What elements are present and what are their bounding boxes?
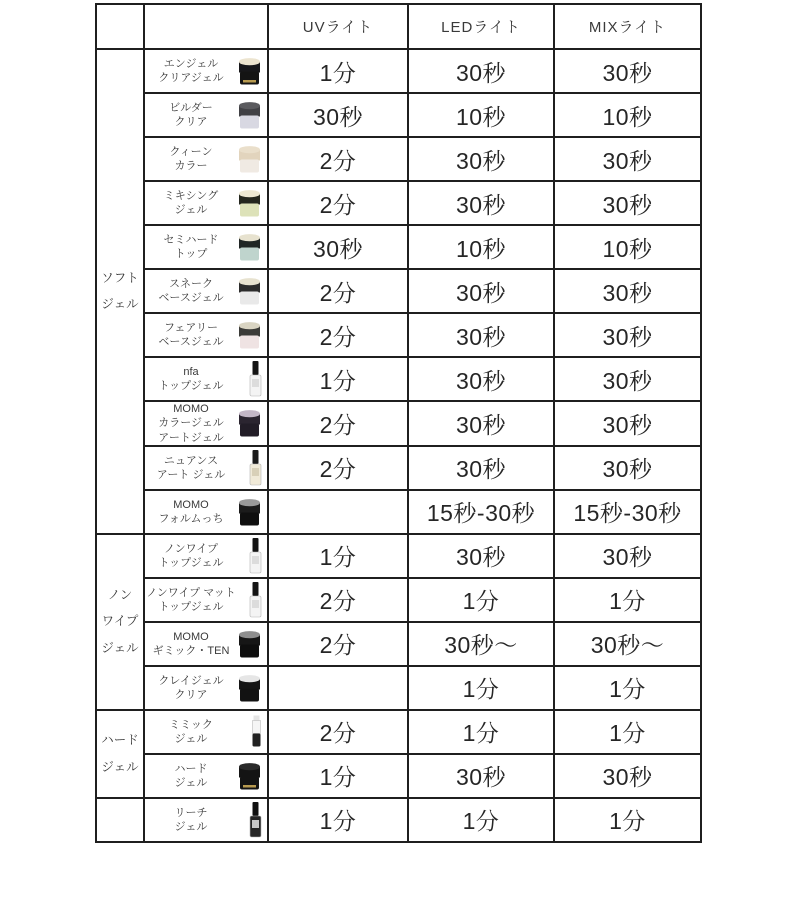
led-time-cell: 30秒 [408, 313, 554, 357]
table-body [96, 49, 701, 842]
group-label-line: ハード [101, 733, 139, 748]
product-name: ビルダー クリア [169, 101, 213, 128]
uv-time-cell: 2分 [268, 622, 408, 666]
uv-time-cell: 2分 [268, 710, 408, 754]
mix-time-cell: 30秒 [554, 137, 701, 181]
table-row [96, 357, 701, 401]
mix-time-cell: 30秒 [554, 754, 701, 798]
product-name: ミミック ジェル [169, 718, 213, 745]
header-row [96, 4, 701, 49]
uv-time-cell: 2分 [268, 446, 408, 490]
table-row [96, 313, 701, 357]
led-time-cell: 30秒 [408, 137, 554, 181]
product-cell [144, 401, 268, 446]
table-row [96, 446, 701, 490]
nfa-top-gel-bottle-icon [247, 360, 264, 398]
header-group-cell [96, 4, 144, 49]
product-name: ハード ジェル [174, 762, 208, 789]
product-cell [144, 137, 268, 181]
mix-time-cell: 10秒 [554, 93, 701, 137]
table-row [96, 490, 701, 534]
table-row [96, 578, 701, 622]
snake-base-gel-jar-icon [235, 276, 264, 307]
led-time-cell: 10秒 [408, 93, 554, 137]
clay-gel-clear-jar-icon [235, 672, 264, 703]
group-label-line: ワイプ [101, 614, 139, 629]
angel-clear-gel-jar-icon [235, 56, 264, 87]
table-row [96, 710, 701, 754]
product-name: MOMO ギミック・TEN [152, 630, 230, 657]
product-name: フェアリー ベースジェル [158, 321, 224, 348]
hard-gel-jar-icon [235, 760, 264, 791]
product-cell [144, 622, 268, 666]
led-time-cell: 30秒 [408, 269, 554, 313]
table-row [96, 181, 701, 225]
group-label-2 [96, 710, 144, 798]
mix-time-cell: 30秒 [554, 313, 701, 357]
led-time-cell: 1分 [408, 578, 554, 622]
led-time-cell: 30秒 [408, 357, 554, 401]
mix-time-cell: 1分 [554, 578, 701, 622]
uv-time-cell: 1分 [268, 49, 408, 93]
led-time-cell: 15秒-30秒 [408, 490, 554, 534]
uv-time-cell: 2分 [268, 181, 408, 225]
uv-time-cell [268, 490, 408, 534]
mix-time-cell: 30秒 [554, 357, 701, 401]
group-label-3 [96, 798, 144, 842]
product-name: ニュアンス アート ジェル [156, 454, 226, 481]
non-wipe-top-gel-bottle-icon [247, 537, 264, 575]
mix-time-cell: 30秒 [554, 269, 701, 313]
mixing-gel-jar-icon [235, 188, 264, 219]
nuance-art-gel-bottle-icon [247, 449, 264, 487]
uv-time-cell: 30秒 [268, 93, 408, 137]
uv-time-cell: 2分 [268, 313, 408, 357]
mix-time-cell: 30秒 [554, 446, 701, 490]
uv-time-cell: 30秒 [268, 225, 408, 269]
product-name: ノンワイプ マット トップジェル [146, 586, 236, 613]
semi-hard-top-jar-icon [235, 232, 264, 263]
mix-time-cell: 1分 [554, 798, 701, 842]
product-cell [144, 666, 268, 710]
product-name: ミキシング ジェル [163, 189, 219, 216]
uv-time-cell: 1分 [268, 357, 408, 401]
builder-clear-jar-icon [235, 100, 264, 131]
uv-time-cell: 2分 [268, 137, 408, 181]
queen-color-jar-icon [235, 144, 264, 175]
table-row [96, 622, 701, 666]
group-label-line: ジェル [101, 297, 139, 312]
table-row [96, 49, 701, 93]
uv-time-cell: 1分 [268, 754, 408, 798]
uv-time-cell: 1分 [268, 798, 408, 842]
led-time-cell: 30秒 [408, 49, 554, 93]
group-label-1 [96, 534, 144, 710]
table-row [96, 754, 701, 798]
led-time-cell: 30秒 [408, 534, 554, 578]
led-time-cell: 10秒 [408, 225, 554, 269]
reach-gel-bottle-icon [247, 801, 264, 839]
table-row [96, 225, 701, 269]
led-time-cell: 30秒 [408, 446, 554, 490]
product-cell [144, 754, 268, 798]
group-label-0 [96, 49, 144, 534]
table-row [96, 666, 701, 710]
product-cell [144, 534, 268, 578]
non-wipe-matte-top-gel-bottle-icon [247, 581, 264, 619]
header-led-light: LEDライト [408, 4, 554, 49]
table-row [96, 401, 701, 446]
product-cell [144, 798, 268, 842]
led-time-cell: 1分 [408, 666, 554, 710]
fairy-base-gel-jar-icon [235, 320, 264, 351]
uv-time-cell: 2分 [268, 401, 408, 446]
group-label-line: ジェル [101, 759, 139, 774]
momo-gimmick-ten-jar-icon [235, 628, 264, 659]
mix-time-cell: 30秒 [554, 534, 701, 578]
table-row [96, 93, 701, 137]
mix-time-cell: 1分 [554, 710, 701, 754]
product-cell [144, 313, 268, 357]
product-cell [144, 446, 268, 490]
group-label-line: ソフト [101, 270, 139, 285]
product-cell [144, 357, 268, 401]
product-cell [144, 225, 268, 269]
product-name: リーチ ジェル [174, 806, 208, 833]
led-time-cell: 30秒 [408, 754, 554, 798]
product-name: MOMO カラージェル アートジェル [158, 403, 224, 444]
product-cell [144, 269, 268, 313]
header-mix-light: MIXライト [554, 4, 701, 49]
product-cell [144, 93, 268, 137]
product-name: nfa トップジェル [158, 365, 224, 392]
group-label-line: ジェル [101, 641, 139, 656]
header-uv-light: UVライト [268, 4, 408, 49]
mix-time-cell: 30秒 [554, 401, 701, 446]
product-name: クィーン カラー [169, 145, 213, 172]
header-product-cell [144, 4, 268, 49]
gel-curing-time-table [95, 3, 702, 843]
mimic-gel-tube-icon [249, 714, 264, 749]
mix-time-cell: 15秒-30秒 [554, 490, 701, 534]
product-cell [144, 578, 268, 622]
mix-time-cell: 10秒 [554, 225, 701, 269]
table-row [96, 798, 701, 842]
mix-time-cell: 30秒～ [554, 622, 701, 666]
product-name: クレイジェル クリア [158, 674, 224, 701]
table-row [96, 269, 701, 313]
product-cell [144, 181, 268, 225]
led-time-cell: 30秒 [408, 401, 554, 446]
product-name: エンジェル クリアジェル [158, 57, 224, 84]
product-name: MOMO フォルムっち [158, 498, 224, 525]
table-row [96, 534, 701, 578]
uv-time-cell: 1分 [268, 534, 408, 578]
uv-time-cell: 2分 [268, 578, 408, 622]
mix-time-cell: 1分 [554, 666, 701, 710]
led-time-cell: 30秒～ [408, 622, 554, 666]
uv-time-cell [268, 666, 408, 710]
group-label-line: ノン [107, 587, 133, 602]
product-cell [144, 490, 268, 534]
mix-time-cell: 30秒 [554, 49, 701, 93]
uv-time-cell: 2分 [268, 269, 408, 313]
product-cell [144, 710, 268, 754]
mix-time-cell: 30秒 [554, 181, 701, 225]
momo-formutchi-jar-icon [235, 496, 264, 527]
product-name: スネーク ベースジェル [158, 277, 224, 304]
led-time-cell: 1分 [408, 798, 554, 842]
led-time-cell: 30秒 [408, 181, 554, 225]
momo-color-art-gel-jar-icon [235, 408, 264, 439]
table-row [96, 137, 701, 181]
product-name: セミハード トップ [163, 233, 219, 260]
product-name: ノンワイプ トップジェル [158, 542, 224, 569]
led-time-cell: 1分 [408, 710, 554, 754]
product-cell [144, 49, 268, 93]
